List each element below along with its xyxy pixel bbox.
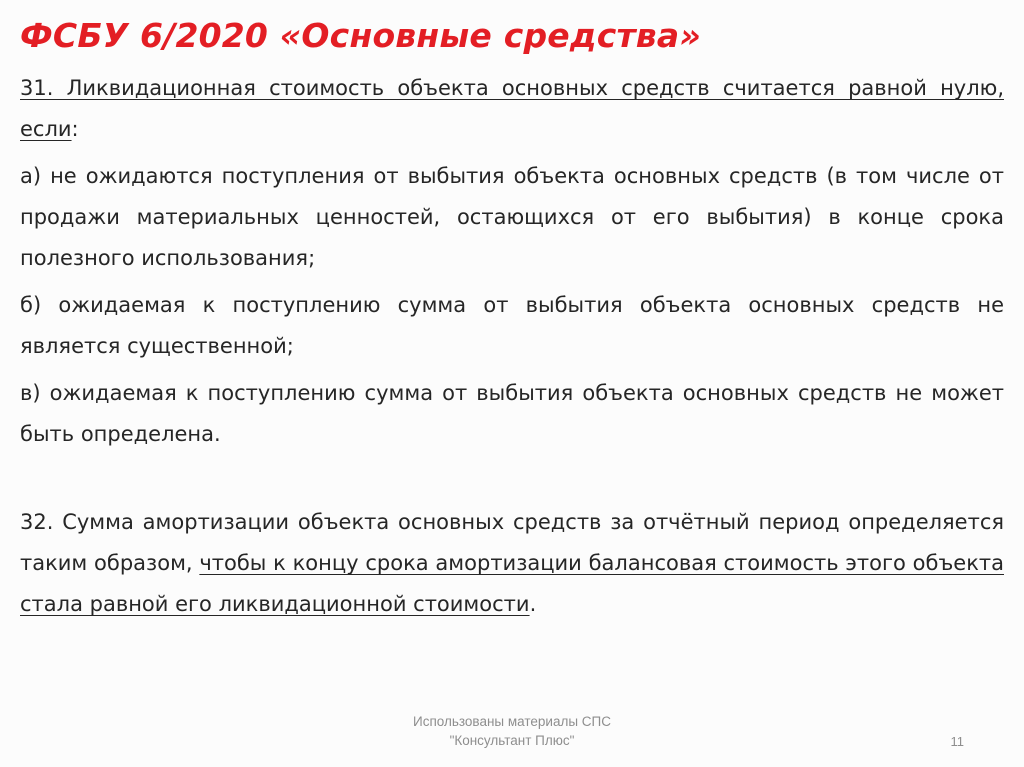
footer-line-1: Использованы материалы СПС [413, 714, 611, 729]
clause-31-item-b: б) ожидаемая к поступлению сумма от выбытия объекта основных средств не является существенной; [20, 293, 1004, 358]
clause-32 [20, 502, 1004, 625]
clause-31-intro [20, 68, 1004, 150]
clause-32-underlined: чтобы к концу срока амортизации балансовая стоимость этого объекта стала равной его ликвидационной стоимости [20, 551, 1004, 616]
clause-31-item-c: в) ожидаемая к поступлению сумма от выбытия объекта основных средств не может быть определена. [20, 381, 1004, 446]
source-footer [0, 712, 1024, 750]
footer-line-2: "Консультант Плюс" [449, 733, 575, 748]
page-number: 11 [950, 734, 964, 749]
clause-32-end: . [529, 592, 537, 616]
clause-31-intro-colon: : [71, 117, 79, 141]
clause-31-item-a: а) не ожидаются поступления от выбытия объекта основных средств (в том числе от продажи материальных ценностей, остающихся от его выбытия) в конце срока полезного использования; [20, 164, 1004, 270]
slide-title: ФСБУ 6/2020 «Основные средства» [20, 16, 702, 55]
clause-32-text: 32. Сумма амортизации объекта основных средств за отчётный период определяется таким образом, [20, 510, 1004, 575]
slide-body [20, 68, 1004, 631]
clause-31-intro-underlined: 31. Ликвидационная стоимость объекта основных средств считается равной нулю, если [20, 76, 1004, 141]
